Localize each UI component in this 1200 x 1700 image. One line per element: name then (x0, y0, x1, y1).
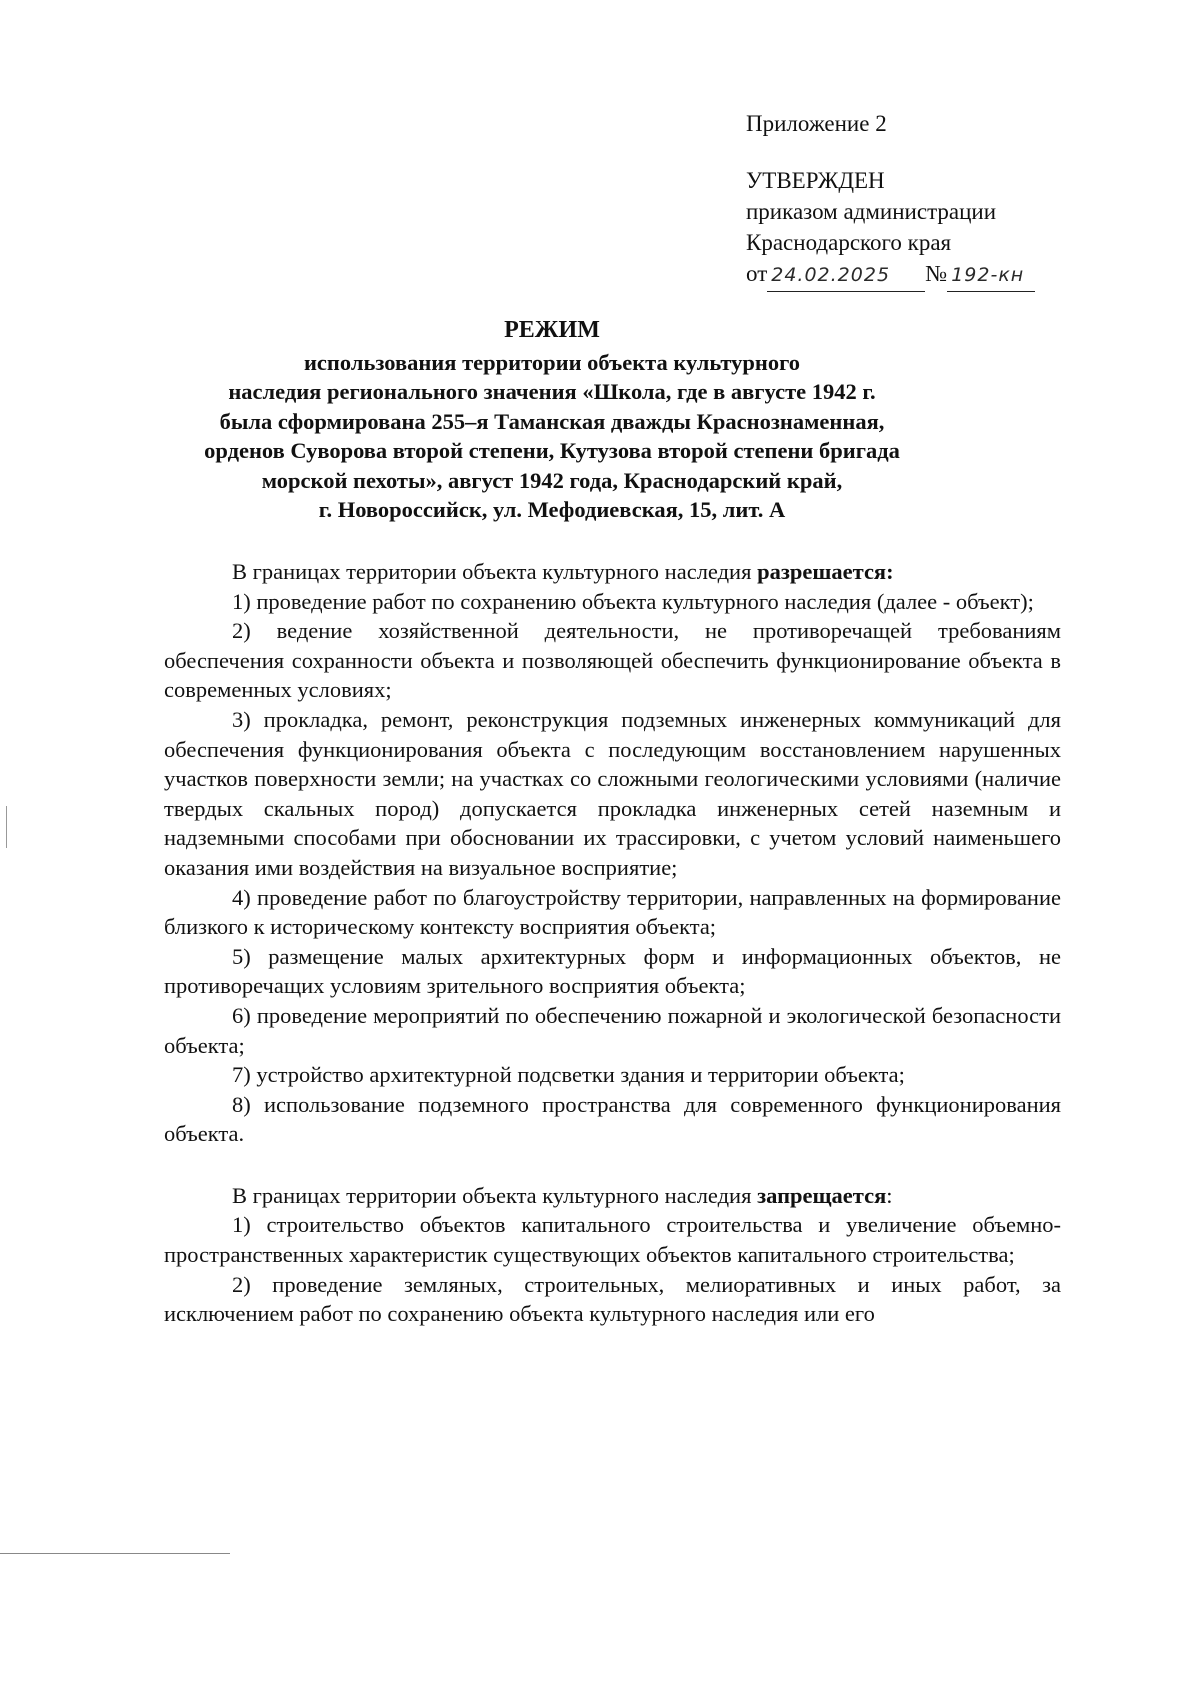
allowed-item: 6) проведение мероприятий по обеспечению пожарной и экологической безопасности объекта; (164, 1002, 1061, 1058)
handwritten-order-number: 192-кн (947, 260, 1035, 292)
allowed-intro (164, 557, 1061, 587)
allowed-item: 2) ведение хозяйственной деятельности, не противоречащей требованиям обеспечения сохранности объекта и позволяющей обеспечить функционирование объекта в современных условиях; (164, 618, 1061, 703)
scan-edge-mark (6, 806, 7, 848)
handwritten-date: 24.02.2025 (767, 260, 925, 292)
prohibited-intro-text: В границах территории объекта культурного наследия (232, 1182, 758, 1208)
approved-label: УТВЕРЖДЕН (746, 168, 885, 193)
title-heading: РЕЖИМ (504, 317, 600, 343)
title-line: орденов Суворова второй степени, Кутузова второй степени бригада (204, 438, 900, 463)
allowed-item: 7) устройство архитектурной подсветки здания и территории объекта; (232, 1062, 905, 1088)
title-line: г. Новороссийск, ул. Мефодиевская, 15, лит. А (318, 497, 786, 522)
prohibited-item: 2) проведение земляных, строительных, мелиоративных и иных работ, за исключением работ по сохранению объекта культурного наследия или его (164, 1271, 1061, 1327)
allowed-item: 3) прокладка, ремонт, реконструкция подземных инженерных коммуникаций для обеспечения функционирования объекта с последующим восстановлением нарушенных участков поверхности земли; на участках со сложными геологическими условиями (наличие твердых скальных пород) допускается прокладка инженерных сетей наземным и надземными способами при обосновании их трассировки, с учетом условий наименьшего оказания ими воздействия на визуальное восприятие; (164, 706, 1061, 880)
allowed-item: 4) проведение работ по благоустройству территории, направленных на формирование близкого к историческому контексту восприятия объекта; (164, 884, 1061, 940)
number-prefix: № (925, 261, 948, 286)
allowed-item: 1) проведение работ по сохранению объекта культурного наследия (далее - объект); (232, 588, 1034, 614)
title-line: была сформирована 255–я Таманская дважды Краснознаменная, (219, 408, 885, 434)
prohibited-colon: : (886, 1182, 893, 1208)
bottom-rule (0, 1553, 230, 1554)
document-title (150, 316, 954, 525)
approval-authority-line-1: приказом администрации (746, 199, 997, 224)
title-line: использования территории объекта культурного (303, 349, 801, 375)
appendix-label: Приложение 2 (746, 111, 887, 136)
approval-block (746, 108, 1076, 292)
date-prefix: от (746, 261, 768, 286)
allowed-intro-text: В границах территории объекта культурного наследия (232, 559, 758, 584)
approval-authority-line-2: Краснодарского края (746, 230, 952, 255)
prohibited-keyword: запрещается (757, 1182, 887, 1208)
allowed-keyword: разрешается: (757, 559, 894, 584)
prohibited-intro (164, 1181, 1061, 1211)
prohibited-item: 1) строительство объектов капитального строительства и увеличение объемно-пространственных характеристик существующих объектов капитального строительства; (164, 1212, 1061, 1268)
title-line: наследия регионального значения «Школа, где в августе 1942 г. (228, 379, 876, 404)
document-body (164, 557, 1061, 1329)
allowed-item: 8) использование подземного пространства для современного функционирования объекта. (164, 1091, 1061, 1147)
order-date-number (746, 258, 1076, 292)
title-line: морской пехоты», август 1942 года, Краснодарский край, (261, 467, 843, 493)
allowed-item: 5) размещение малых архитектурных форм и информационных объектов, не противоречащих условиям зрительного восприятия объекта; (164, 943, 1061, 999)
